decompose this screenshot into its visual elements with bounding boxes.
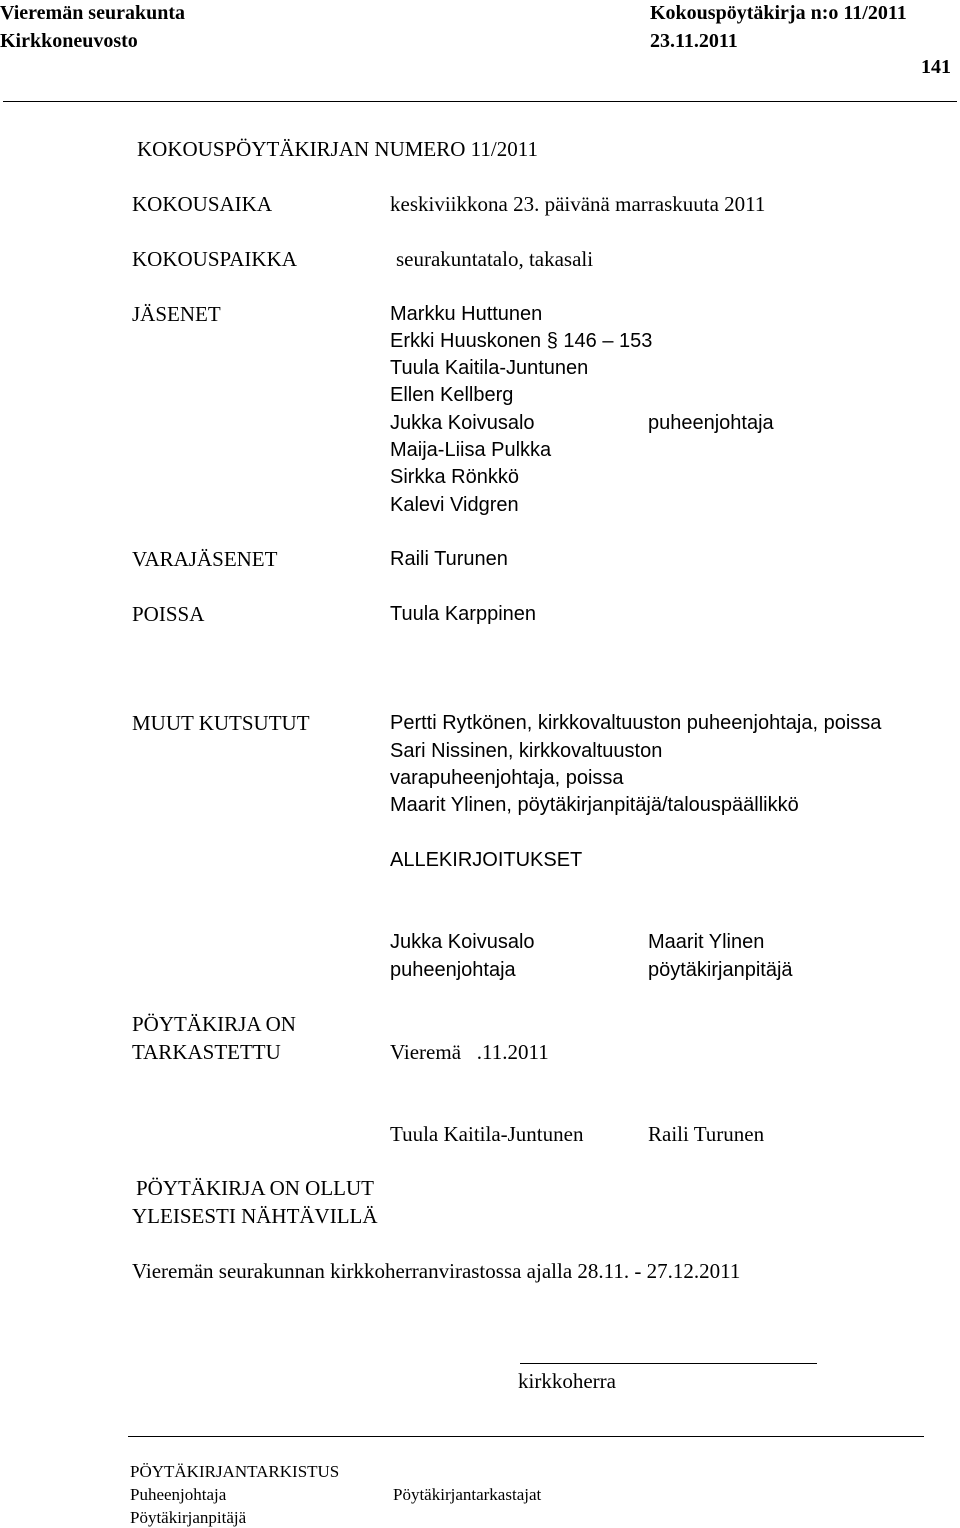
reviewer-1: Tuula Kaitila-Juntunen (390, 1122, 584, 1146)
header-document: Kokouspöytäkirja n:o 11/2011 (650, 2, 907, 24)
footer-role-chair: Puheenjohtaja (130, 1485, 227, 1504)
absent-value: Tuula Karppinen (390, 603, 537, 625)
member-item: Tuula Kaitila-Juntunen (390, 357, 589, 379)
member-item: Ellen Kellberg (390, 384, 514, 406)
signature-secretary-role: pöytäkirjanpitäjä (648, 959, 793, 981)
others-line: Sari Nissinen, kirkkovaltuuston (390, 740, 663, 762)
others-label: MUUT KUTSUTUT (132, 711, 310, 735)
signer-title: kirkkoherra (518, 1369, 616, 1393)
review-place-date: Vieremä .11.2011 (390, 1040, 549, 1064)
public-label-line-2: YLEISESTI NÄHTÄVILLÄ (132, 1204, 378, 1228)
members-label: JÄSENET (132, 302, 221, 326)
member-item: Markku Huttunen (390, 303, 543, 325)
member-item: Jukka Koivusalo (390, 412, 535, 434)
signature-chair-role: puheenjohtaja (390, 959, 516, 981)
public-display-text: Vieremän seurakunnan kirkkoherranvirastossa ajalla 28.11. - 27.12.2011 (132, 1259, 741, 1283)
signature-secretary-name: Maarit Ylinen (648, 931, 765, 953)
signatures-label: ALLEKIRJOITUKSET (390, 849, 583, 871)
page-number: 141 (921, 56, 951, 78)
meeting-place-label: KOKOUSPAIKKA (132, 247, 297, 271)
others-line: Maarit Ylinen, pöytäkirjanpitäjä/talouspäällikkö (390, 794, 799, 816)
member-item: Maija-Liisa Pulkka (390, 439, 552, 461)
header-date: 23.11.2011 (650, 30, 738, 52)
reviewer-2: Raili Turunen (648, 1122, 765, 1146)
footer-rule (128, 1436, 924, 1437)
meeting-place-value: seurakuntatalo, takasali (396, 247, 594, 271)
footer-role-reviewers: Pöytäkirjantarkastajat (393, 1485, 542, 1504)
deputies-value: Raili Turunen (390, 548, 508, 570)
public-label-line-1: PÖYTÄKIRJA ON OLLUT (136, 1176, 374, 1200)
header-organization: Vieremän seurakunta (0, 2, 185, 24)
others-line: Pertti Rytkönen, kirkkovaltuuston puheenjohtaja, poissa (390, 712, 882, 734)
member-item: Sirkka Rönkkö (390, 466, 519, 488)
deputies-label: VARAJÄSENET (132, 547, 278, 571)
review-label-line-2: TARKASTETTU (132, 1040, 281, 1064)
page-title: KOKOUSPÖYTÄKIRJAN NUMERO 11/2011 (137, 137, 538, 161)
header-rule (3, 101, 957, 102)
header-body: Kirkkoneuvosto (0, 30, 138, 52)
meeting-time-label: KOKOUSAIKA (132, 192, 272, 216)
others-line: varapuheenjohtaja, poissa (390, 767, 624, 789)
signature-line (520, 1363, 817, 1364)
absent-label: POISSA (132, 602, 205, 626)
review-label-line-1: PÖYTÄKIRJA ON (132, 1012, 296, 1036)
signature-chair-name: Jukka Koivusalo (390, 931, 535, 953)
meeting-time-value: keskiviikkona 23. päivänä marraskuuta 2011 (390, 192, 766, 216)
member-item: Kalevi Vidgren (390, 494, 519, 516)
footer-role-secretary: Pöytäkirjanpitäjä (130, 1508, 247, 1527)
footer-title: PÖYTÄKIRJANTARKISTUS (130, 1462, 340, 1481)
chair-role: puheenjohtaja (648, 412, 774, 434)
member-item: Erkki Huuskonen § 146 – 153 (390, 330, 653, 352)
